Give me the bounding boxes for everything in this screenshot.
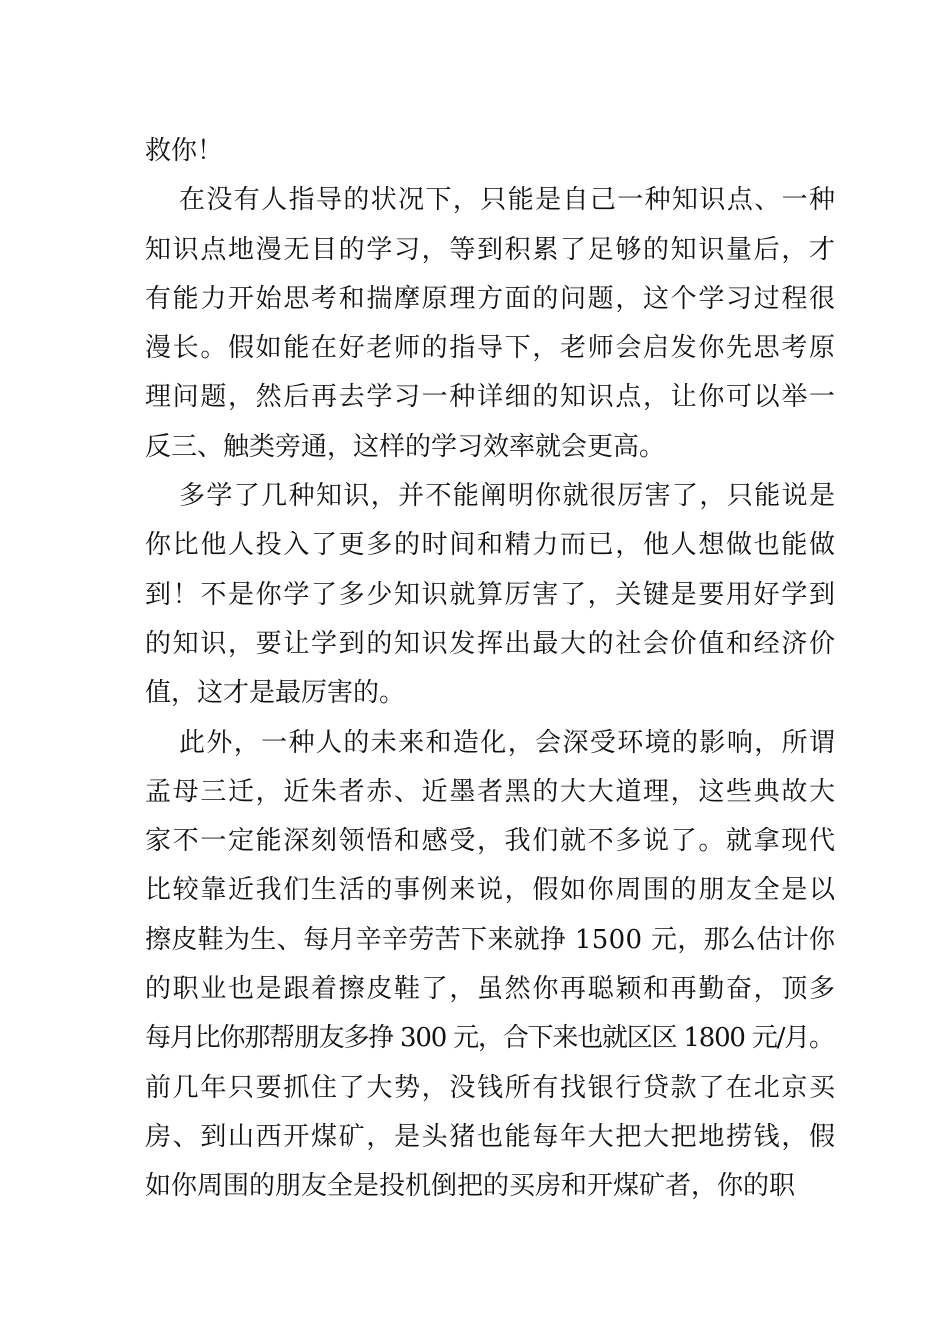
paragraph-first-line: 在没有人指导的状况下，只能是自己一种知识点、一种 <box>179 185 837 216</box>
text-line: 孟母三迁，近朱者赤、近墨者黑的大大道理，这些典故大 <box>145 776 837 807</box>
text-line: 值，这才是最厉害的。 <box>145 678 406 709</box>
paragraph-first-line: 此外，一种人的未来和造化，会深受环境的影响，所谓 <box>179 727 837 758</box>
text-line: 有能力开始思考和揣摩原理方面的问题，这个学习过程很 <box>145 283 837 314</box>
paragraph-first-line: 多学了几种知识，并不能阐明你就很厉害了，只能说是 <box>179 481 837 512</box>
text-line: 房、到山西开煤矿，是头猪也能每年大把大把地捞钱，假 <box>145 1121 837 1152</box>
text-line: 的职业也是跟着擦皮鞋了，虽然你再聪颖和再勤奋，顶多 <box>145 974 837 1005</box>
text-line: 比较靠近我们生活的事例来说，假如你周围的朋友全是以 <box>145 875 837 906</box>
text-line: 你比他人投入了更多的时间和精力而已，他人想做也能做 <box>145 530 837 561</box>
text-line: 救你！ <box>145 136 224 166</box>
text-line: 前几年只要抓住了大势，没钱所有找银行贷款了在北京买 <box>145 1072 837 1103</box>
text-line: 每月比你那帮朋友多挣 300 元，合下来也就区区 1800 元/月。 <box>145 1023 834 1054</box>
text-line: 漫长。假如能在好老师的指导下，老师会启发你先思考原 <box>145 333 837 364</box>
text-line: 理问题，然后再去学习一种详细的知识点，让你可以举一 <box>145 382 837 413</box>
text-line: 知识点地漫无目的学习，等到积累了足够的知识量后，才 <box>145 234 837 265</box>
text-line: 的知识，要让学到的知识发挥出最大的社会价值和经济价 <box>145 628 837 659</box>
text-line: 如你周围的朋友全是投机倒把的买房和开煤矿者，你的职 <box>145 1171 796 1202</box>
text-line: 反三、触类旁通，这样的学习效率就会更高。 <box>145 431 666 462</box>
body-text <box>145 127 835 1212</box>
text-line: 到！不是你学了多少知识就算厉害了，关键是要用好学到 <box>145 579 837 610</box>
text-line: 家不一定能深刻领悟和感受，我们就不多说了。就拿现代 <box>145 826 837 857</box>
text-line: 擦皮鞋为生、每月辛辛劳苦下来就挣 1500 元，那么估计你 <box>145 924 836 955</box>
